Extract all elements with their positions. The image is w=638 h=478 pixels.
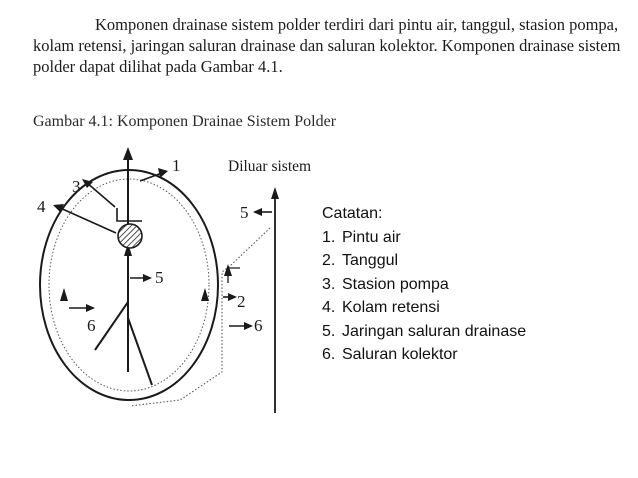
branch-drain-right [128, 318, 152, 385]
collector-arrow-left-icon [60, 288, 68, 301]
marker-2-arrow-icon [228, 293, 237, 301]
marker-5a-label: 5 [155, 268, 164, 287]
list-item-number: 4. [322, 299, 336, 316]
marker-6a-arrow-icon [86, 304, 95, 312]
marker-4-label: 4 [37, 197, 46, 216]
list-item [322, 296, 526, 320]
pump-station-icon [118, 224, 142, 248]
marker-5a-arrow-icon [143, 274, 152, 282]
marker-6b-arrow-icon [244, 322, 253, 330]
list-item-text: Jaringan saluran drainase [342, 322, 527, 340]
list-item [322, 226, 526, 250]
list-item-text: Stasion pompa [342, 275, 449, 293]
list-item-text: Saluran kolektor [342, 346, 458, 363]
list-item-number: 2. [322, 252, 336, 269]
paragraph-line: polder dapat dilihat pada Gambar 4.1. [33, 57, 283, 76]
figure-caption-label: Gambar 4.1: [33, 113, 113, 130]
paragraph-line: Komponen drainase sistem polder terdiri dari pintu air, tanggul, stasion pompa, [95, 15, 619, 34]
marker-6a-label: 6 [87, 316, 96, 335]
marker-3-label: 3 [72, 177, 81, 196]
notes-title: Catatan: [322, 205, 383, 222]
marker-1-label: 1 [172, 156, 181, 175]
marker-5b-label: 5 [240, 203, 249, 222]
outside-channel-arrow-icon [271, 187, 279, 199]
list-item-number: 5. [322, 322, 336, 340]
list-item [322, 343, 526, 367]
list-item [322, 249, 526, 273]
pump-connector-line [117, 208, 142, 221]
outside-inlet-arrow-icon [224, 264, 232, 276]
list-item-number: 1. [322, 228, 336, 246]
marker-4-leader [58, 207, 116, 233]
figure-caption-title: Komponen Drainae Sistem Polder [116, 113, 337, 130]
list-item-text: Kolam retensi [342, 299, 440, 316]
list-item [322, 320, 526, 344]
marker-6b-label: 6 [254, 316, 263, 335]
list-item-number: 6. [322, 346, 336, 363]
notes-legend [322, 202, 526, 367]
outside-system-label: Diluar sistem [228, 158, 312, 175]
list-item-text: Tanggul [342, 252, 399, 269]
list-item [322, 273, 526, 297]
collector-arrow-right-icon [201, 288, 209, 301]
list-item-text: Pintu air [342, 228, 401, 246]
list-item-number: 3. [322, 275, 336, 293]
marker-5b-arrow-icon [253, 208, 262, 216]
paragraph-line: kolam retensi, jaringan saluran drainase dan saluran kolektor. Komponen drainase sistem [33, 36, 621, 55]
main-channel-arrow-top-icon [123, 147, 133, 160]
marker-2-label: 2 [237, 292, 246, 311]
branch-drain-left [95, 302, 128, 350]
